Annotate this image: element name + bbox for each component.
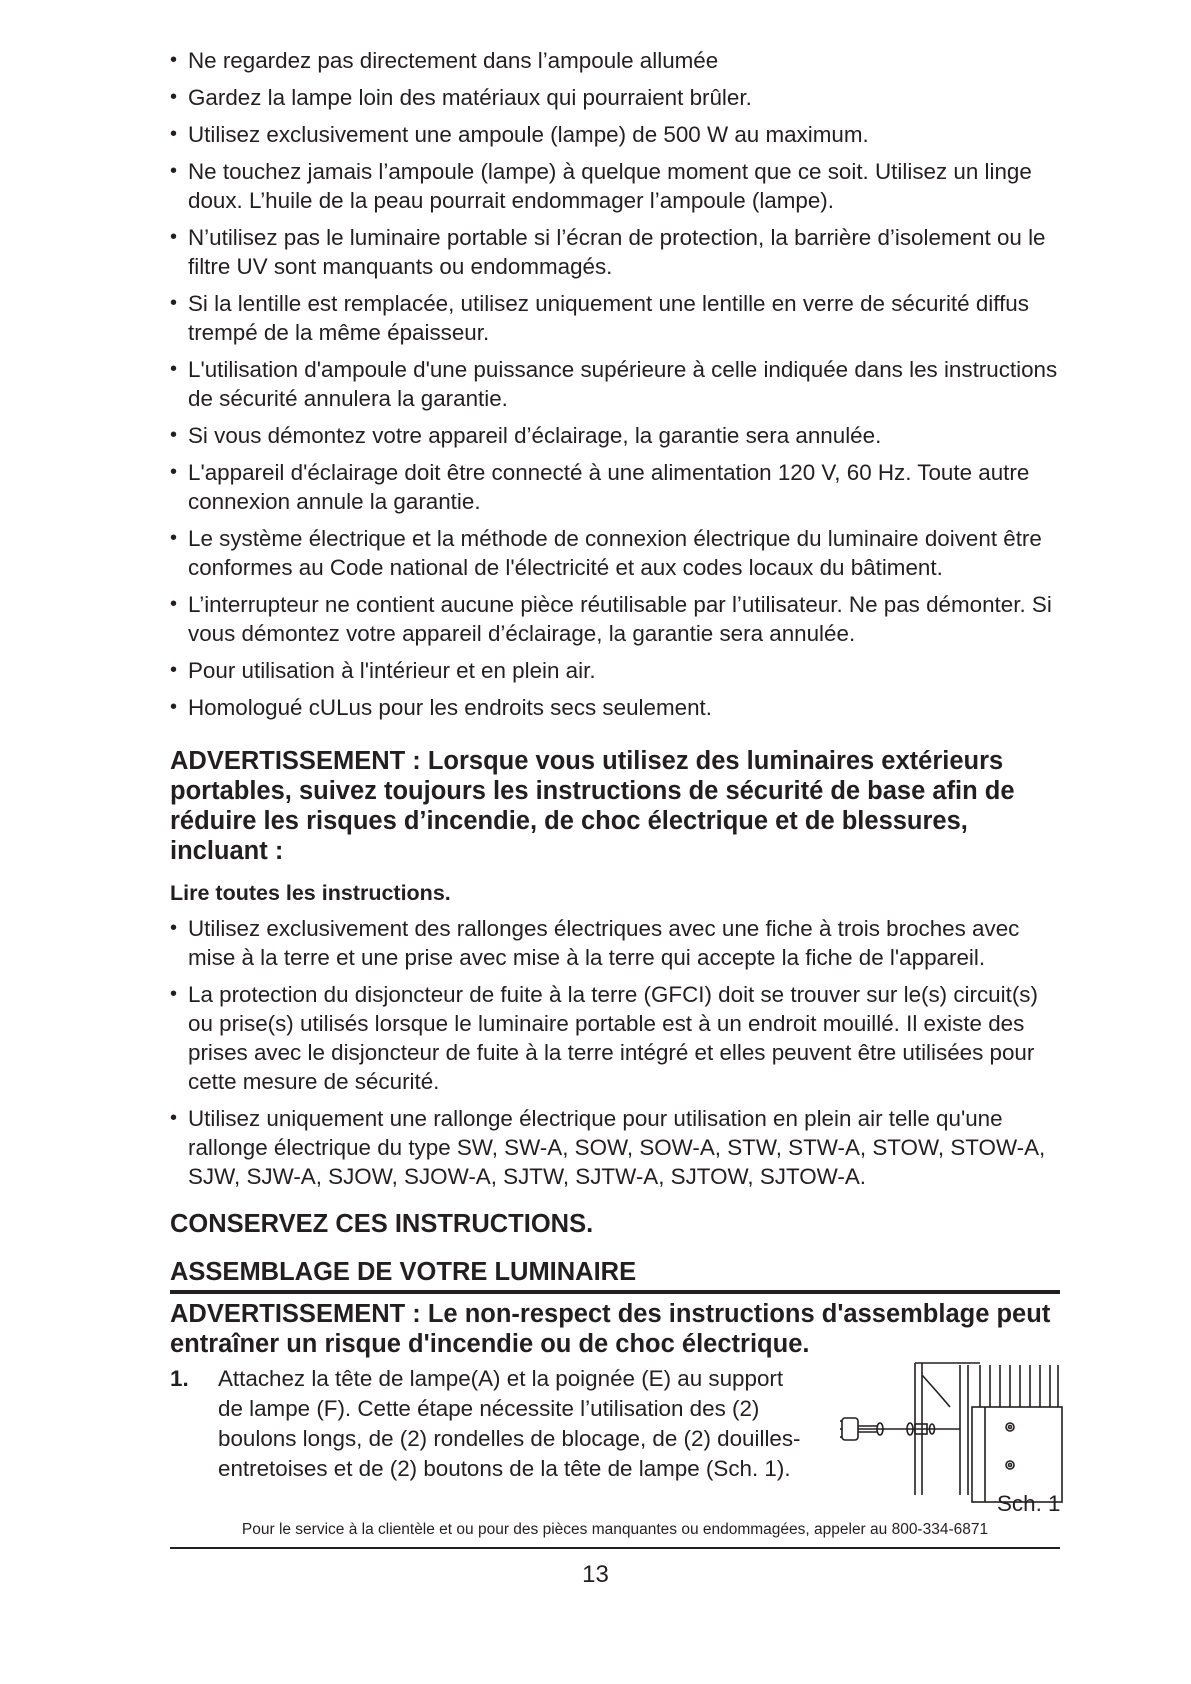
footer-service-note: Pour le service à la clientèle et ou pour des pièces manquantes ou endommagées, appeler au 800-334-6871	[241, 1521, 989, 1538]
list-item: • L'appareil d'éclairage doit être connecté à une alimentation 120 V, 60 Hz. Toute autre connexion annule la garantie.	[170, 458, 1060, 516]
list-item: • Ne regardez pas directement dans l’ampoule allumée	[170, 46, 1060, 75]
list-item: • L'utilisation d'ampoule d'une puissance supérieure à celle indiquée dans les instructions de sécurité annulera la garantie.	[170, 355, 1060, 413]
screw-shape	[1006, 1461, 1014, 1469]
warning-outdoor-heading: ADVERTISSEMENT : Lorsque vous utilisez des luminaires extérieurs portables, suivez toujours les instructions de sécurité de base afin de réduire les risques d’incendie, de choc électrique et de blessures, incluant :	[170, 747, 1015, 865]
list-item: • Gardez la lampe loin des matériaux qui pourraient brûler.	[170, 83, 1060, 112]
list-item: • Si la lentille est remplacée, utilisez uniquement une lentille en verre de sécurité diffus trempé de la même épaisseur.	[170, 289, 1060, 347]
assembly-diagram-figure	[820, 1355, 1065, 1505]
list-item: • Homologué cULus pour les endroits secs seulement.	[170, 693, 1060, 722]
list-item: • Utilisez exclusivement des rallonges électriques avec une fiche à trois broches avec mise à la terre et une prise avec mise à la terre qui accepte la fiche de l'appareil.	[170, 914, 1060, 972]
save-instructions-heading: CONSERVEZ CES INSTRUCTIONS.	[170, 1210, 594, 1238]
list-item: • Utilisez uniquement une rallonge électrique pour utilisation en plein air telle qu'une rallonge électrique du type SW, SW-A, SOW, SOW-A, STW, STW-A, STOW, STOW-A, SJW, SJW-A, SJOW, SJOW-A, SJTW, SJTW-A, SJTOW, SJTOW-A.	[170, 1104, 1060, 1191]
list-item: • N’utilisez pas le luminaire portable si l’écran de protection, la barrière d’isolement ou le filtre UV sont manquants ou endommagés.	[170, 223, 1060, 281]
warning-assembly-heading: ADVERTISSEMENT : Le non-respect des instructions d'assemblage peut entraîner un risque d'incendie ou de choc électrique.	[170, 1300, 1051, 1358]
read-all-instructions: Lire toutes les instructions.	[170, 881, 451, 905]
footer-divider	[170, 1547, 1060, 1549]
list-item: • Ne touchez jamais l’ampoule (lampe) à quelque moment que ce soit. Utilisez un linge doux. L’huile de la peau pourrait endommager l’ampoule (lampe).	[170, 157, 1060, 215]
step-number: 1.	[170, 1366, 189, 1391]
list-item: • Utilisez exclusivement une ampoule (lampe) de 500 W au maximum.	[170, 120, 1060, 149]
safety-bullet-list	[170, 46, 1060, 730]
knob-shape	[842, 1418, 858, 1440]
list-item: • Pour utilisation à l'intérieur et en plein air.	[170, 656, 1060, 685]
page-number: 13	[582, 1561, 609, 1588]
outdoor-bullet-list	[170, 914, 1060, 1199]
figure-caption: Sch. 1	[997, 1491, 1061, 1516]
list-item: • La protection du disjoncteur de fuite à la terre (GFCI) doit se trouver sur le(s) circuit(s) ou prise(s) utilisés lorsque le luminaire portable est à un endroit mouillé. Il existe des prises avec le disjoncteur de fuite à la terre intégré et elles peuvent être utilisées pour cette mesure de sécurité.	[170, 980, 1060, 1096]
section-title: ASSEMBLAGE DE VOTRE LUMINAIRE	[170, 1258, 637, 1286]
section-divider	[170, 1290, 1060, 1294]
list-item: • Le système électrique et la méthode de connexion électrique du luminaire doivent être conformes au Code national de l'électricité et aux codes locaux du bâtiment.	[170, 524, 1060, 582]
list-item: • L’interrupteur ne contient aucune pièce réutilisable par l’utilisateur. Ne pas démonter. Si vous démontez votre appareil d’éclairage, la garantie sera annulée.	[170, 590, 1060, 648]
screw-shape	[1006, 1423, 1014, 1431]
step-text: Attachez la tête de lampe(A) et la poignée (E) au support de lampe (F). Cette étape nécessite l’utilisation des (2) boulons longs, de (2) rondelles de blocage, de (2) douilles-entretoises et de (2) boutons de la tête de lampe (Sch. 1).	[218, 1366, 801, 1481]
list-item: • Si vous démontez votre appareil d’éclairage, la garantie sera annulée.	[170, 421, 1060, 450]
